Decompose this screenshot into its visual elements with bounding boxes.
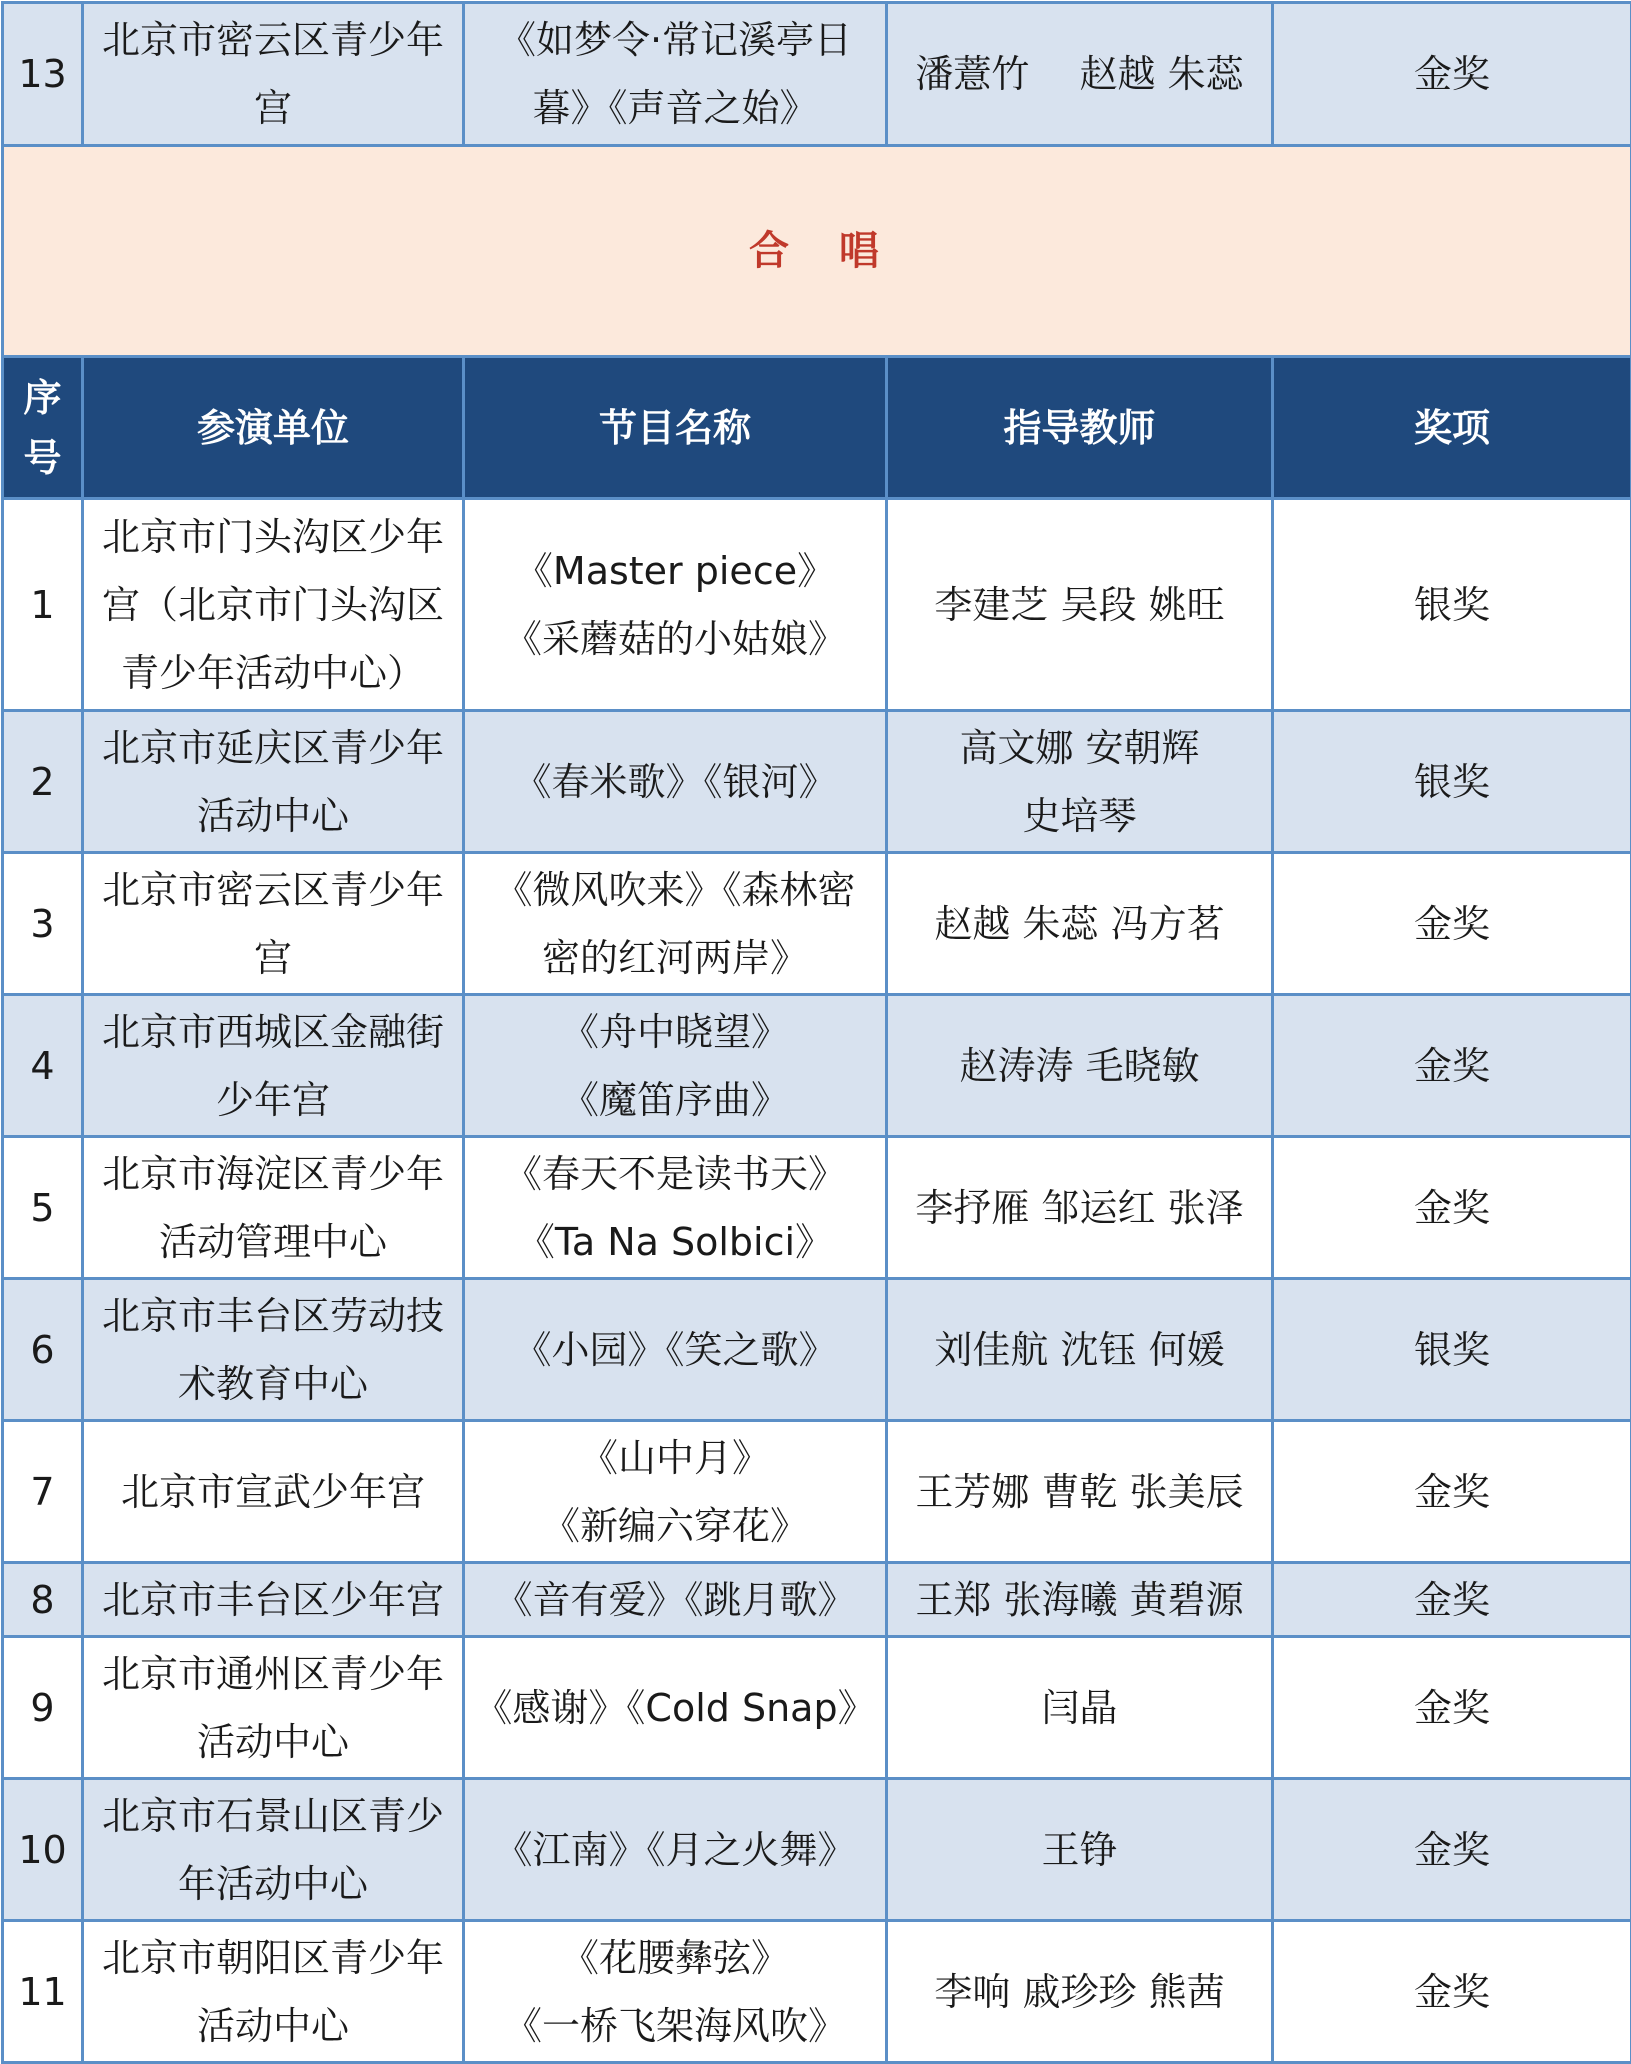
cell-award: 金奖 xyxy=(1273,3,1631,146)
cell-no: 4 xyxy=(3,995,83,1137)
program-line: 《微风吹来》《森林密 xyxy=(471,856,879,924)
teacher-line: 李建芝 吴段 姚旺 xyxy=(894,571,1265,639)
program-line: 《魔笛序曲》 xyxy=(471,1066,879,1134)
program-line: 《舟中晓望》 xyxy=(471,998,879,1066)
cell-no: 11 xyxy=(3,1921,83,2063)
cell-program xyxy=(464,3,887,146)
header-award: 奖项 xyxy=(1273,357,1631,499)
cell-award: 银奖 xyxy=(1273,1279,1631,1421)
program-line: 暮》《声音之始》 xyxy=(471,74,879,142)
table-row xyxy=(3,1563,1631,1637)
cell-teacher xyxy=(887,1921,1273,2063)
cell-program xyxy=(464,1779,887,1921)
program-line: 《Ta Na Solbici》 xyxy=(471,1208,879,1276)
unit-line: 术教育中心 xyxy=(90,1350,456,1418)
cell-teacher xyxy=(887,499,1273,711)
cell-award: 银奖 xyxy=(1273,711,1631,853)
cell-unit xyxy=(83,995,464,1137)
cell-award: 金奖 xyxy=(1273,1637,1631,1779)
cell-teacher xyxy=(887,1779,1273,1921)
cell-unit xyxy=(83,853,464,995)
program-line: 《感谢》《Cold Snap》 xyxy=(471,1674,879,1742)
cell-unit xyxy=(83,1637,464,1779)
cell-unit xyxy=(83,1421,464,1563)
header-no-line: 序 xyxy=(6,368,79,428)
teacher-line: 潘薏竹 赵越 朱蕊 xyxy=(894,40,1265,108)
cell-award: 银奖 xyxy=(1273,499,1631,711)
cell-no: 6 xyxy=(3,1279,83,1421)
header-program: 节目名称 xyxy=(464,357,887,499)
program-line: 《一桥飞架海风吹》 xyxy=(471,1992,879,2060)
unit-line: 北京市延庆区青少年 xyxy=(90,714,456,782)
cell-unit xyxy=(83,499,464,711)
program-line: 《采蘑菇的小姑娘》 xyxy=(471,605,879,673)
table-row xyxy=(3,1637,1631,1779)
unit-line: 宫 xyxy=(90,74,456,142)
program-line: 《Master piece》 xyxy=(471,537,879,605)
unit-line: 北京市宣武少年宫 xyxy=(90,1458,456,1526)
unit-line: 北京市西城区金融街 xyxy=(90,998,456,1066)
program-line: 《春米歌》《银河》 xyxy=(471,748,879,816)
program-line: 《小园》《笑之歌》 xyxy=(471,1316,879,1384)
cell-teacher xyxy=(887,3,1273,146)
unit-line: 宫（北京市门头沟区 xyxy=(90,571,456,639)
teacher-line: 赵越 朱蕊 冯方茗 xyxy=(894,890,1265,958)
unit-line: 活动中心 xyxy=(90,1708,456,1776)
header-no xyxy=(3,357,83,499)
program-line: 《新编六穿花》 xyxy=(471,1492,879,1560)
teacher-line: 闫晶 xyxy=(894,1674,1265,1742)
unit-line: 活动中心 xyxy=(90,1992,456,2060)
teacher-line: 李响 戚珍珍 熊茜 xyxy=(894,1958,1265,2026)
cell-program xyxy=(464,1137,887,1279)
cell-program xyxy=(464,1637,887,1779)
header-row xyxy=(3,357,1631,499)
teacher-line: 赵涛涛 毛晓敏 xyxy=(894,1032,1265,1100)
unit-line: 少年宫 xyxy=(90,1066,456,1134)
table-row xyxy=(3,1137,1631,1279)
unit-line: 年活动中心 xyxy=(90,1850,456,1918)
cell-unit xyxy=(83,3,464,146)
unit-line: 活动中心 xyxy=(90,782,456,850)
unit-line: 宫 xyxy=(90,924,456,992)
cell-unit xyxy=(83,1279,464,1421)
cell-unit xyxy=(83,711,464,853)
table-row xyxy=(3,1921,1631,2063)
cell-no: 2 xyxy=(3,711,83,853)
cell-unit xyxy=(83,1563,464,1637)
cell-teacher xyxy=(887,1137,1273,1279)
cell-award: 金奖 xyxy=(1273,995,1631,1137)
cell-teacher xyxy=(887,995,1273,1137)
table-row xyxy=(3,1779,1631,1921)
cell-program xyxy=(464,499,887,711)
table-row xyxy=(3,499,1631,711)
cell-program xyxy=(464,853,887,995)
unit-line: 北京市密云区青少年 xyxy=(90,6,456,74)
header-no-line: 号 xyxy=(6,428,79,488)
cell-program xyxy=(464,1279,887,1421)
table-row xyxy=(3,995,1631,1137)
cell-award: 金奖 xyxy=(1273,853,1631,995)
program-line: 《花腰彝弦》 xyxy=(471,1924,879,1992)
unit-line: 青少年活动中心） xyxy=(90,639,456,707)
cell-teacher xyxy=(887,853,1273,995)
cell-program xyxy=(464,1421,887,1563)
cell-award: 金奖 xyxy=(1273,1779,1631,1921)
cell-teacher xyxy=(887,711,1273,853)
header-unit: 参演单位 xyxy=(83,357,464,499)
unit-line: 北京市密云区青少年 xyxy=(90,856,456,924)
cell-no: 3 xyxy=(3,853,83,995)
table-row-top xyxy=(3,3,1631,146)
cell-no: 8 xyxy=(3,1563,83,1637)
teacher-line: 史培琴 xyxy=(894,782,1265,850)
table-row xyxy=(3,1279,1631,1421)
unit-line: 北京市海淀区青少年 xyxy=(90,1140,456,1208)
cell-teacher xyxy=(887,1637,1273,1779)
program-line: 《山中月》 xyxy=(471,1424,879,1492)
program-line: 密的红河两岸》 xyxy=(471,924,879,992)
cell-teacher xyxy=(887,1563,1273,1637)
teacher-line: 王铮 xyxy=(894,1816,1265,1884)
teacher-line: 高文娜 安朝辉 xyxy=(894,714,1265,782)
cell-award: 金奖 xyxy=(1273,1921,1631,2063)
teacher-line: 王郑 张海曦 黄碧源 xyxy=(894,1566,1265,1634)
section-row xyxy=(3,146,1631,357)
cell-teacher xyxy=(887,1279,1273,1421)
cell-program xyxy=(464,1563,887,1637)
cell-no: 5 xyxy=(3,1137,83,1279)
awards-table xyxy=(1,1,1631,2064)
cell-no: 7 xyxy=(3,1421,83,1563)
unit-line: 北京市通州区青少年 xyxy=(90,1640,456,1708)
cell-no: 13 xyxy=(3,3,83,146)
section-title: 合唱 xyxy=(3,146,1631,357)
header-teacher: 指导教师 xyxy=(887,357,1273,499)
unit-line: 北京市丰台区劳动技 xyxy=(90,1282,456,1350)
cell-award: 金奖 xyxy=(1273,1563,1631,1637)
unit-line: 北京市丰台区少年宫 xyxy=(90,1566,456,1634)
table-row xyxy=(3,1421,1631,1563)
program-line: 《如梦令·常记溪亭日 xyxy=(471,6,879,74)
unit-line: 北京市石景山区青少 xyxy=(90,1782,456,1850)
unit-line: 北京市门头沟区少年 xyxy=(90,503,456,571)
program-line: 《春天不是读书天》 xyxy=(471,1140,879,1208)
program-line: 《江南》《月之火舞》 xyxy=(471,1816,879,1884)
teacher-line: 李抒雁 邹运红 张泽 xyxy=(894,1174,1265,1242)
cell-teacher xyxy=(887,1421,1273,1563)
cell-no: 9 xyxy=(3,1637,83,1779)
cell-program xyxy=(464,995,887,1137)
table-row xyxy=(3,853,1631,995)
cell-no: 10 xyxy=(3,1779,83,1921)
awards-table-body xyxy=(3,3,1631,2063)
cell-award: 金奖 xyxy=(1273,1137,1631,1279)
cell-program xyxy=(464,1921,887,2063)
unit-line: 北京市朝阳区青少年 xyxy=(90,1924,456,1992)
program-line: 《音有爱》《跳月歌》 xyxy=(471,1566,879,1634)
cell-unit xyxy=(83,1921,464,2063)
cell-award: 金奖 xyxy=(1273,1421,1631,1563)
cell-unit xyxy=(83,1137,464,1279)
table-row xyxy=(3,711,1631,853)
teacher-line: 刘佳航 沈钰 何媛 xyxy=(894,1316,1265,1384)
unit-line: 活动管理中心 xyxy=(90,1208,456,1276)
cell-no: 1 xyxy=(3,499,83,711)
cell-program xyxy=(464,711,887,853)
teacher-line: 王芳娜 曹乾 张美辰 xyxy=(894,1458,1265,1526)
cell-unit xyxy=(83,1779,464,1921)
